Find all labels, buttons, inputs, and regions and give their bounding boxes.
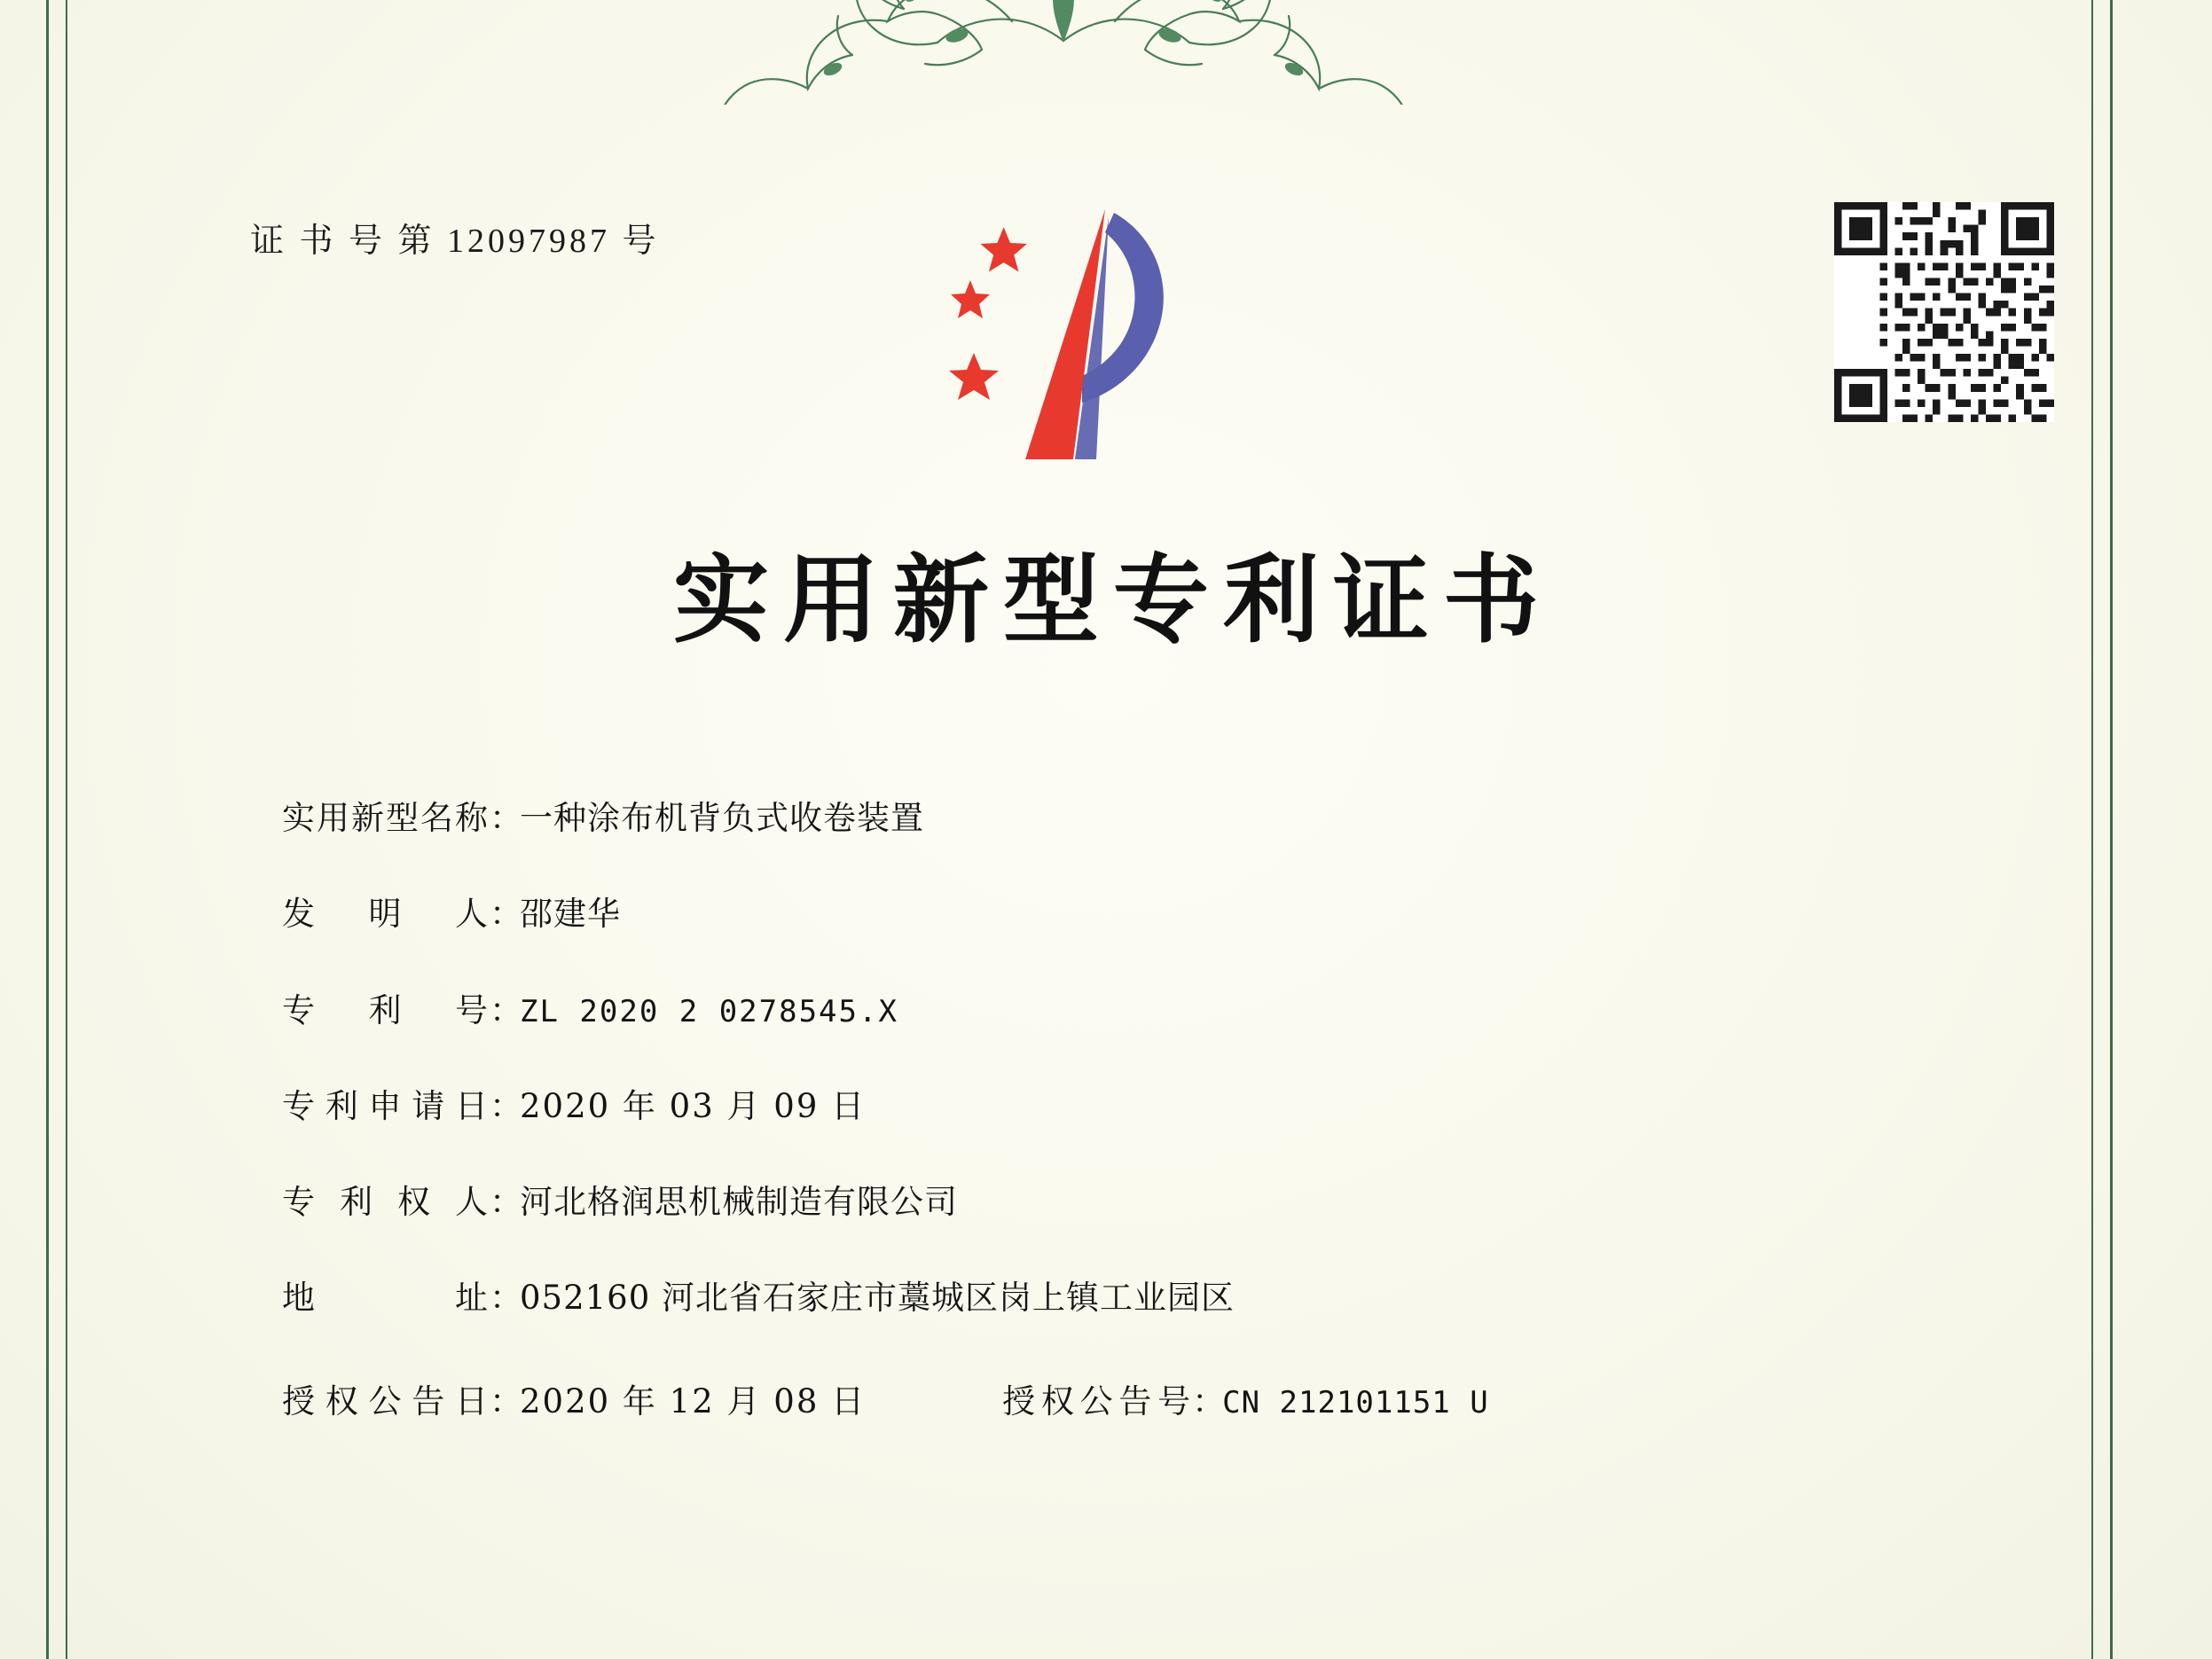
field-row-application-date xyxy=(282,1086,2035,1127)
field-label: 发明人： xyxy=(282,895,522,934)
page-title: 实用新型专利证书 xyxy=(672,544,1553,656)
field-row-patent-number xyxy=(282,990,2035,1031)
floral-ornament-icon xyxy=(700,0,1427,105)
field-label: 地址： xyxy=(282,1279,522,1318)
field-value: ZL 2020 2 0278545.X xyxy=(520,993,898,1029)
field-label: 授权公告号： xyxy=(1002,1381,1226,1420)
field-value: 2020 年 12 月 08 日 xyxy=(520,1381,867,1420)
field-label: 授权公告日： xyxy=(282,1381,522,1420)
cnipa-logo-icon xyxy=(940,193,1197,468)
field-label: 实用新型名称： xyxy=(282,799,522,837)
field-list xyxy=(282,798,2035,1422)
field-value: 一种涂布机背负式收卷装置 xyxy=(520,799,924,837)
field-value: 河北格润思机械制造有限公司 xyxy=(520,1183,958,1221)
certificate-number: 证 书 号 第 12097987 号 xyxy=(250,223,660,260)
field-row-utility-model-name xyxy=(282,798,2035,839)
field-value: CN 212101151 U xyxy=(1222,1384,1489,1420)
field-row-inventor xyxy=(282,894,2035,935)
field-label: 专利号： xyxy=(282,990,522,1029)
field-label: 专利申请日： xyxy=(282,1086,522,1125)
field-label: 专利权人： xyxy=(282,1183,522,1221)
field-row-patentee xyxy=(282,1182,2035,1223)
qr-code xyxy=(1834,202,2054,422)
field-value: 邵建华 xyxy=(520,895,621,934)
field-value: 052160 河北省石家庄市藁城区岗上镇工业园区 xyxy=(520,1279,1235,1318)
grant-number-group xyxy=(1002,1374,1489,1422)
field-row-grant-info xyxy=(282,1374,2035,1422)
field-row-address xyxy=(282,1278,2035,1319)
grant-date-group xyxy=(282,1374,866,1422)
field-value: 2020 年 03 月 09 日 xyxy=(520,1086,867,1125)
